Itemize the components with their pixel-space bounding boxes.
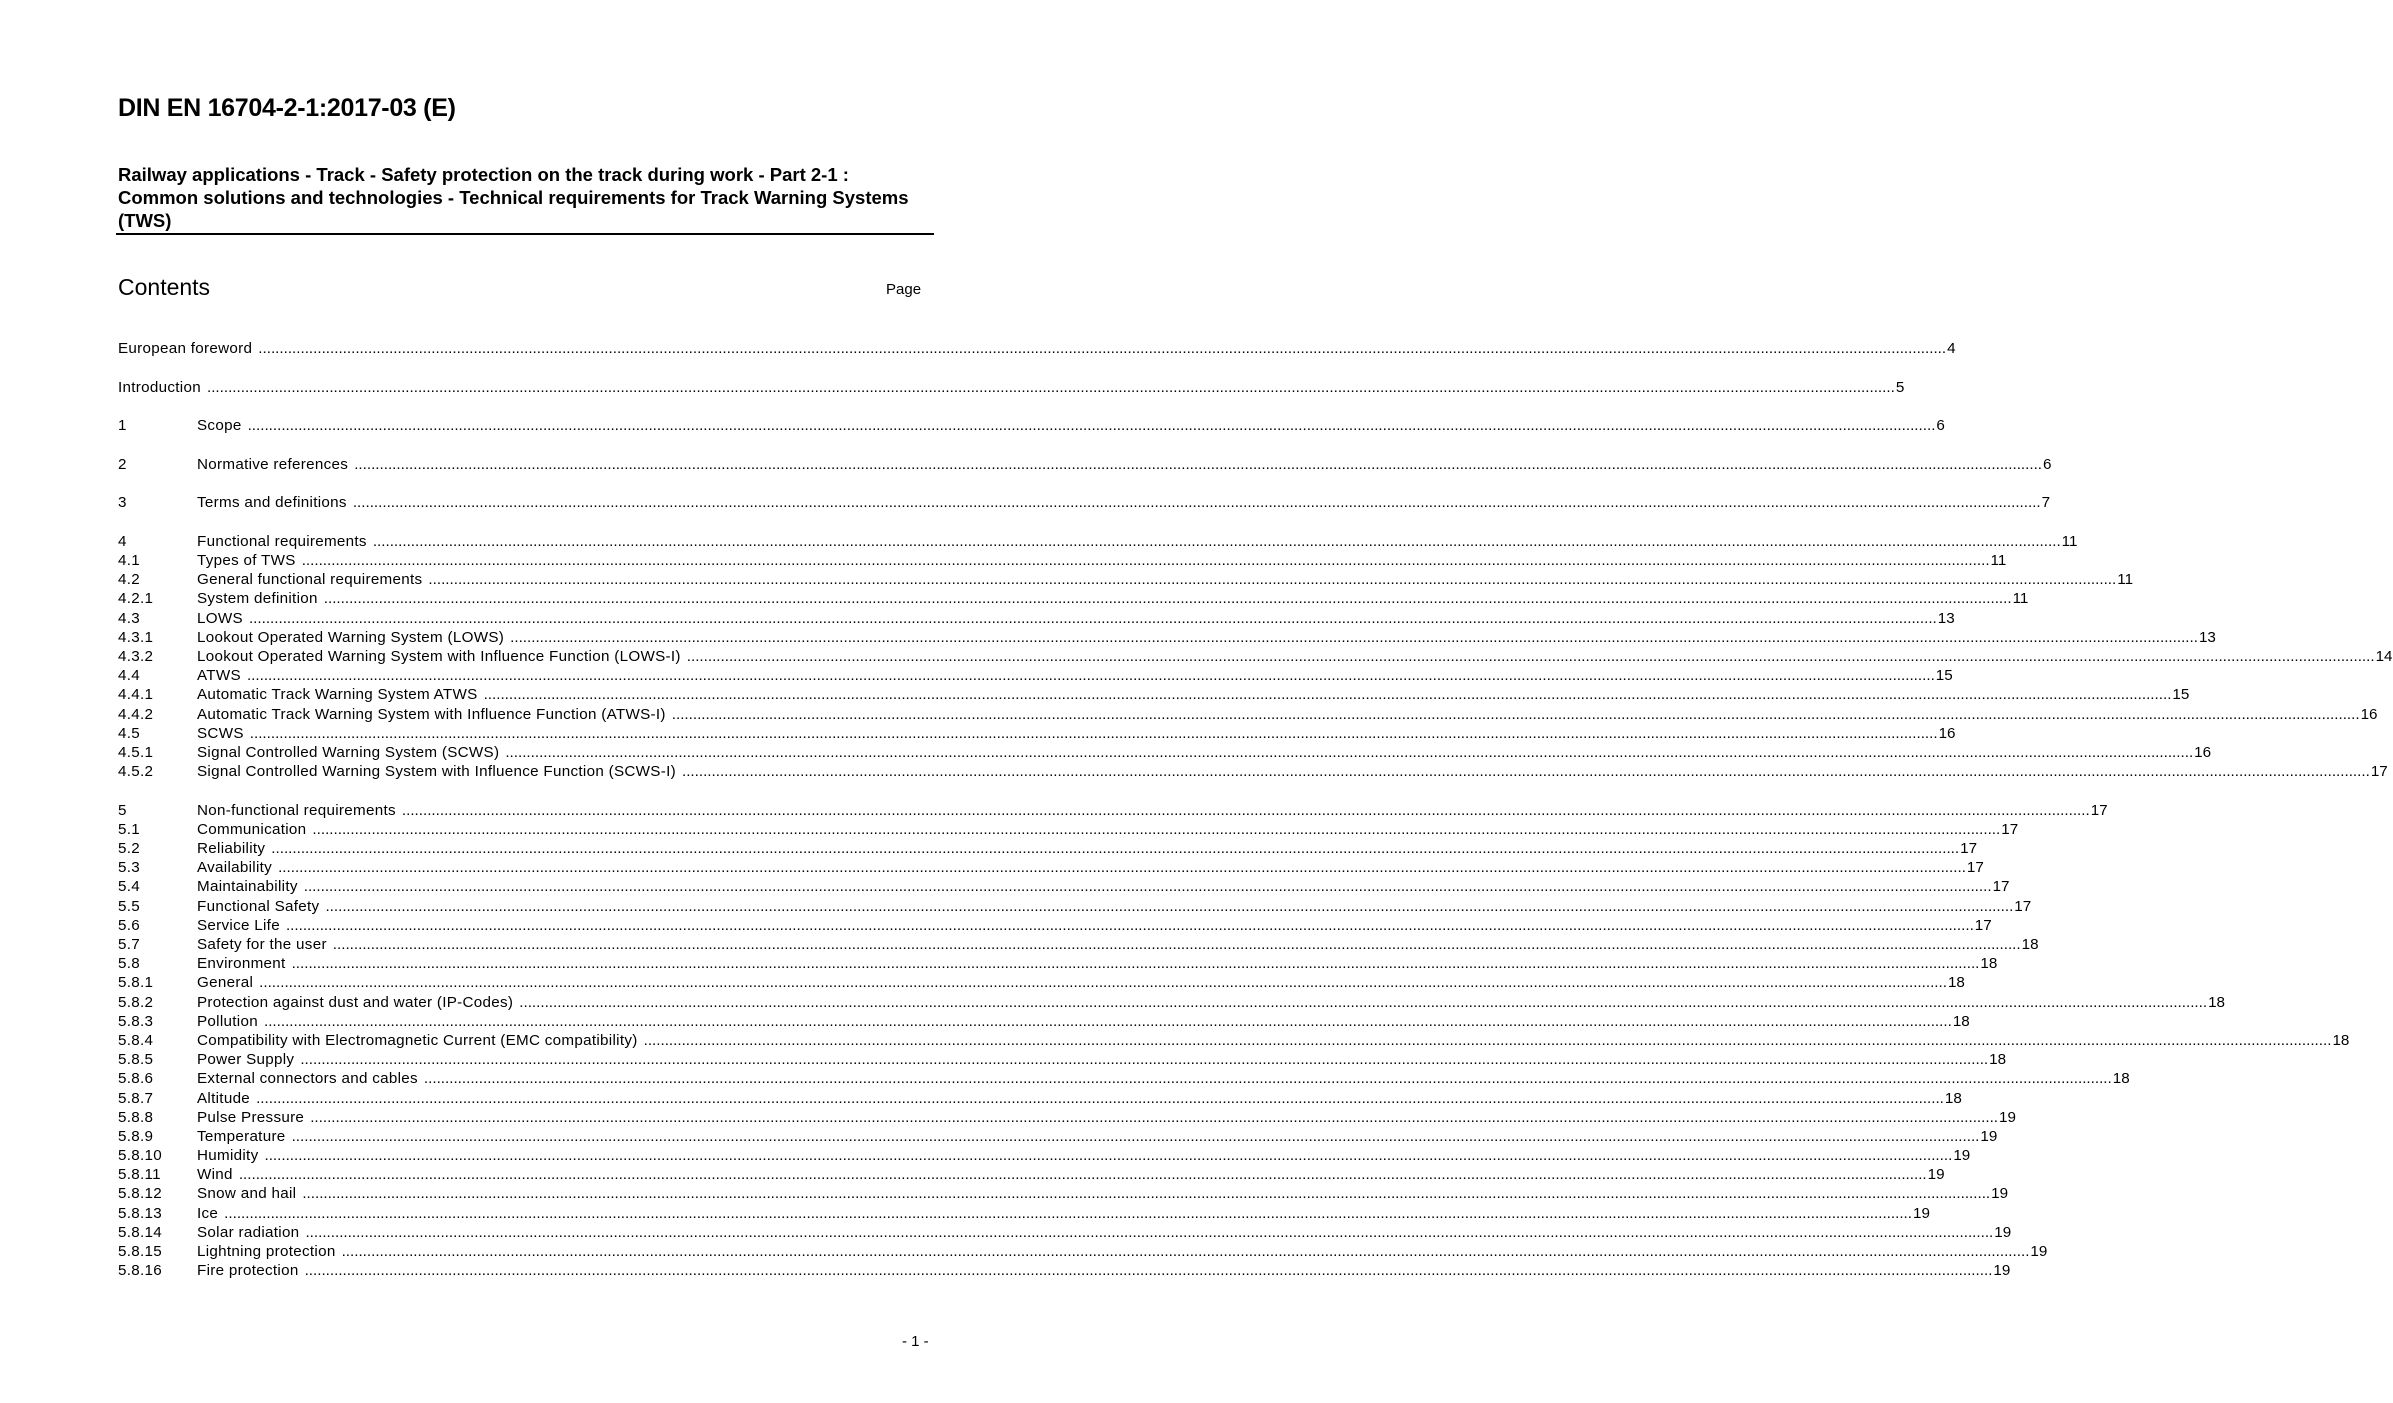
toc-dot-leader: ................................................................................................................................................................................................................................................................................................................................................................................................................ xyxy=(259,974,1947,992)
toc-entry[interactable] xyxy=(118,973,1965,992)
toc-entry-page[interactable]: 6 xyxy=(1936,417,1945,435)
toc-entry-title[interactable]: Altitude xyxy=(197,1089,251,1107)
toc-entry-title[interactable]: Pulse Pressure xyxy=(197,1108,305,1126)
toc-entry[interactable] xyxy=(118,724,1956,743)
toc-dot-leader: ................................................................................................................................................................................................................................................................................................................................................................................................................ xyxy=(519,993,2208,1011)
contents-heading: Contents xyxy=(118,274,211,300)
toc-entry-title[interactable]: Lookout Operated Warning System with Influence Function (LOWS-I) xyxy=(197,648,681,666)
toc-entry-number: 5.8.14 xyxy=(118,1223,163,1241)
toc-entry-title[interactable]: Pollution xyxy=(197,1012,258,1030)
toc-entry-title[interactable]: Functional requirements xyxy=(197,532,367,550)
toc-entry-title[interactable]: SCWS xyxy=(197,724,244,742)
toc-dot-leader: ................................................................................................................................................................................................................................................................................................................................................................................................................ xyxy=(264,1147,1953,1165)
toc-entry-number: 4.3 xyxy=(118,609,141,627)
toc-entry-number: 1 xyxy=(118,417,127,435)
toc-entry[interactable] xyxy=(118,858,1984,877)
toc-entry[interactable] xyxy=(118,666,1953,685)
toc-section xyxy=(118,455,2052,474)
toc-entry-title[interactable]: Snow and hail xyxy=(197,1185,297,1203)
toc-entry[interactable] xyxy=(118,916,1992,935)
toc-dot-leader: ................................................................................................................................................................................................................................................................................................................................................................................................................ xyxy=(505,743,2194,761)
toc-dot-leader: ................................................................................................................................................................................................................................................................................................................................................................................................................ xyxy=(304,1262,1993,1280)
toc-entry-number: 2 xyxy=(118,455,127,473)
toc-entry-number: 4.5 xyxy=(118,724,141,742)
toc-entry[interactable] xyxy=(118,762,2388,781)
toc-dot-leader: ................................................................................................................................................................................................................................................................................................................................................................................................................ xyxy=(305,1223,1994,1241)
toc-entry-title[interactable]: LOWS xyxy=(197,609,243,627)
toc-entry[interactable] xyxy=(118,839,1978,858)
toc-dot-leader: ................................................................................................................................................................................................................................................................................................................................................................................................................ xyxy=(256,1089,1944,1107)
toc-entry-number: 4.4.2 xyxy=(118,705,154,723)
toc-section xyxy=(118,493,2051,512)
toc-entry-number: 5.8.3 xyxy=(118,1012,154,1030)
toc-entry-number: 4.2.1 xyxy=(118,590,154,608)
toc-dot-leader: ................................................................................................................................................................................................................................................................................................................................................................................................................ xyxy=(303,878,1992,896)
toc-entry[interactable] xyxy=(118,589,2029,608)
toc-entry-number: 5.8.1 xyxy=(118,974,154,992)
toc-entry-page[interactable]: 19 xyxy=(1913,1204,1930,1222)
toc-dot-leader: ................................................................................................................................................................................................................................................................................................................................................................................................................ xyxy=(246,667,1935,685)
toc-entry-number: 4.4 xyxy=(118,667,141,685)
toc-entry-number: 5.5 xyxy=(118,897,141,915)
toc-entry-number: 4.1 xyxy=(118,552,141,570)
toc-entry-title[interactable]: Signal Controlled Warning System (SCWS) xyxy=(197,743,500,761)
toc-dot-leader: ................................................................................................................................................................................................................................................................................................................................................................................................................ xyxy=(686,648,2375,666)
toc-entry-number: 5.8.4 xyxy=(118,1031,154,1049)
toc-entry-number: 5 xyxy=(118,801,127,819)
toc-entry[interactable] xyxy=(118,416,1945,435)
toc-entry-page[interactable]: 18 xyxy=(1980,955,1998,973)
toc-entry-title[interactable]: Wind xyxy=(197,1166,233,1184)
toc-entry-page[interactable]: 19 xyxy=(1980,1127,1998,1145)
toc-entry-title[interactable]: Signal Controlled Warning System with Influence Function (SCWS-I) xyxy=(197,763,676,781)
toc-entry-page[interactable]: 18 xyxy=(2112,1070,2130,1088)
toc-entry[interactable] xyxy=(118,339,1956,358)
toc-entry[interactable] xyxy=(118,609,1955,628)
toc-dot-leader: ................................................................................................................................................................................................................................................................................................................................................................................................................ xyxy=(332,936,2021,954)
document-title: Railway applications - Track - Safety protection on the track during work - Part 2-1 : Common solutions and technologies - Technical requirements for Track Warning Systems (TWS) xyxy=(118,164,909,231)
toc-entry-number: 5.4 xyxy=(118,878,141,896)
toc-entry-page[interactable]: 19 xyxy=(2030,1243,2048,1261)
toc-entry[interactable] xyxy=(118,820,2019,839)
toc-entry-page[interactable]: 18 xyxy=(2208,993,2226,1011)
toc-section xyxy=(118,378,1905,397)
toc-entry-number: 5.8 xyxy=(118,955,141,973)
toc-dot-leader: ................................................................................................................................................................................................................................................................................................................................................................................................................ xyxy=(643,1031,2332,1049)
toc-entry-page[interactable]: 19 xyxy=(1953,1147,1971,1165)
toc-entry-page[interactable]: 17 xyxy=(2370,763,2388,781)
toc-entry[interactable] xyxy=(118,1031,2350,1050)
toc-entry-number: 5.6 xyxy=(118,916,141,934)
toc-entry-page[interactable]: 19 xyxy=(1993,1262,2011,1280)
toc-dot-leader: ................................................................................................................................................................................................................................................................................................................................................................................................................ xyxy=(248,609,1937,627)
toc-entry-title[interactable]: Types of TWS xyxy=(197,552,296,570)
toc-entry-title[interactable]: Service Life xyxy=(197,916,280,934)
toc-entry-number: 5.8.7 xyxy=(118,1089,154,1107)
toc-entry-title[interactable]: Maintainability xyxy=(197,878,298,896)
toc-entry[interactable] xyxy=(118,897,2032,916)
toc-entry-number: 5.8.16 xyxy=(118,1262,163,1280)
toc-entry-number: 5.8.11 xyxy=(118,1166,161,1184)
toc-entry-number: 4.2 xyxy=(118,571,141,589)
toc-section xyxy=(118,532,2393,781)
toc-dot-leader: ................................................................................................................................................................................................................................................................................................................................................................................................................ xyxy=(401,801,2090,819)
toc-entry[interactable] xyxy=(118,743,2212,762)
toc-dot-leader: ................................................................................................................................................................................................................................................................................................................................................................................................................ xyxy=(206,378,1895,396)
toc-entry-number: 5.8.8 xyxy=(118,1108,154,1126)
toc-entry-page[interactable]: 11 xyxy=(2117,571,2134,589)
toc-entry-page[interactable]: 16 xyxy=(1938,724,1956,742)
toc-entry-title[interactable]: Fire protection xyxy=(197,1262,299,1280)
toc-dot-leader: ................................................................................................................................................................................................................................................................................................................................................................................................................ xyxy=(671,705,2360,723)
toc-dot-leader: ................................................................................................................................................................................................................................................................................................................................................................................................................ xyxy=(285,916,1974,934)
toc-dot-leader: ................................................................................................................................................................................................................................................................................................................................................................................................................ xyxy=(301,552,1990,570)
toc-entry-title[interactable]: Ice xyxy=(197,1204,219,1222)
toc-dot-leader: ................................................................................................................................................................................................................................................................................................................................................................................................................ xyxy=(325,897,2014,915)
toc-entry-title[interactable]: ATWS xyxy=(197,667,241,685)
toc-entry-page[interactable]: 5 xyxy=(1895,378,1905,396)
toc-entry-page[interactable]: 18 xyxy=(2332,1031,2350,1049)
toc-entry-page[interactable]: 17 xyxy=(1974,916,1992,934)
toc-entry[interactable] xyxy=(118,1089,1962,1108)
toc-entry[interactable] xyxy=(118,551,2007,570)
toc-entry[interactable] xyxy=(118,705,2378,724)
toc-entry[interactable] xyxy=(118,378,1905,397)
toc-entry-page[interactable]: 19 xyxy=(1927,1166,1945,1184)
toc-entry-title[interactable]: Introduction xyxy=(118,378,201,396)
toc-entry-title[interactable]: Automatic Track Warning System with Influence Function (ATWS-I) xyxy=(197,705,666,723)
toc-dot-leader: ................................................................................................................................................................................................................................................................................................................................................................................................................ xyxy=(423,1070,2112,1088)
toc-entry[interactable] xyxy=(118,647,2393,666)
toc-dot-leader: ................................................................................................................................................................................................................................................................................................................................................................................................................ xyxy=(263,1012,1952,1030)
toc-entry-page[interactable]: 17 xyxy=(2001,820,2019,838)
toc-entry-page[interactable]: 19 xyxy=(1994,1223,2012,1241)
toc-entry[interactable] xyxy=(118,993,2226,1012)
toc-entry-number: 5.1 xyxy=(118,820,141,838)
toc-dot-leader: ................................................................................................................................................................................................................................................................................................................................................................................................................ xyxy=(291,955,1980,973)
toc-entry-title[interactable]: Power Supply xyxy=(197,1051,295,1069)
toc-entry-number: 5.8.13 xyxy=(118,1204,163,1222)
toc-section xyxy=(118,416,1945,435)
toc-entry-number: 5.3 xyxy=(118,859,141,877)
toc-entry-title[interactable]: System definition xyxy=(197,590,318,608)
toc-dot-leader: ................................................................................................................................................................................................................................................................................................................................................................................................................ xyxy=(323,590,2012,608)
toc-dot-leader: ................................................................................................................................................................................................................................................................................................................................................................................................................ xyxy=(278,859,1966,877)
toc-dot-leader: ................................................................................................................................................................................................................................................................................................................................................................................................................ xyxy=(428,571,2117,589)
toc-entry[interactable] xyxy=(118,532,2078,551)
toc-entry[interactable] xyxy=(118,628,2216,647)
toc-entry-title[interactable]: Scope xyxy=(197,417,242,435)
toc-entry-title[interactable]: Temperature xyxy=(197,1127,286,1145)
toc-entry-title[interactable]: European foreword xyxy=(118,340,253,357)
toc-entry-number: 5.8.12 xyxy=(118,1185,163,1203)
toc-entry[interactable] xyxy=(118,1108,2016,1127)
toc-entry[interactable] xyxy=(118,1127,1998,1146)
toc-entry-number: 5.8.10 xyxy=(118,1147,163,1165)
toc-entry-title[interactable]: External connectors and cables xyxy=(197,1070,418,1088)
toc-entry[interactable] xyxy=(118,685,2190,704)
toc-dot-leader: ................................................................................................................................................................................................................................................................................................................................................................................................................ xyxy=(224,1204,1913,1222)
table-of-contents xyxy=(118,339,2393,1300)
toc-entry[interactable] xyxy=(118,1184,2009,1203)
toc-entry[interactable] xyxy=(118,1242,2048,1261)
toc-dot-leader: ................................................................................................................................................................................................................................................................................................................................................................................................................ xyxy=(483,686,2172,704)
toc-entry-page[interactable]: 17 xyxy=(2014,897,2032,915)
toc-entry-title[interactable]: Functional Safety xyxy=(197,897,320,915)
toc-dot-leader: ................................................................................................................................................................................................................................................................................................................................................................................................................ xyxy=(352,494,2041,512)
toc-entry-page[interactable]: 11 xyxy=(2012,590,2029,608)
toc-dot-leader: ................................................................................................................................................................................................................................................................................................................................................................................................................ xyxy=(312,820,2001,838)
toc-entry-title[interactable]: Compatibility with Electromagnetic Current (EMC compatibility) xyxy=(197,1031,638,1049)
toc-entry-page[interactable]: 18 xyxy=(2021,936,2039,954)
toc-entry-title[interactable]: General functional requirements xyxy=(197,571,423,589)
toc-section xyxy=(118,801,2350,1281)
toc-entry-title[interactable]: Lightning protection xyxy=(197,1243,336,1261)
toc-entry-page[interactable]: 16 xyxy=(2194,743,2212,761)
toc-entry-number: 5.8.5 xyxy=(118,1051,154,1069)
toc-entry-number: 5.7 xyxy=(118,936,141,954)
toc-entry-page[interactable]: 11 xyxy=(2061,532,2078,550)
toc-entry-page[interactable]: 19 xyxy=(1999,1108,2016,1126)
toc-entry[interactable] xyxy=(118,1069,2130,1088)
toc-dot-leader: ................................................................................................................................................................................................................................................................................................................................................................................................................ xyxy=(372,532,2061,550)
toc-entry-page[interactable]: 13 xyxy=(2198,628,2216,646)
toc-entry-page[interactable]: 15 xyxy=(2172,686,2190,704)
toc-entry-page[interactable]: 13 xyxy=(1937,609,1955,627)
toc-entry-number: 4.5.1 xyxy=(118,743,154,761)
toc-entry-page[interactable]: 14 xyxy=(2375,648,2393,666)
toc-entry-title[interactable]: Communication xyxy=(197,820,307,838)
toc-dot-leader: ................................................................................................................................................................................................................................................................................................................................................................................................................ xyxy=(310,1108,1999,1126)
toc-entry-title[interactable]: Solar radiation xyxy=(197,1223,300,1241)
toc-dot-leader: ................................................................................................................................................................................................................................................................................................................................................................................................................ xyxy=(510,628,2198,646)
page-number: - 1 - xyxy=(902,1333,929,1350)
toc-entry-number: 5.2 xyxy=(118,840,141,858)
toc-entry-page[interactable]: 17 xyxy=(1992,878,2010,896)
page-column-label: Page xyxy=(886,281,922,298)
toc-dot-leader: ................................................................................................................................................................................................................................................................................................................................................................................................................ xyxy=(249,724,1938,742)
toc-section xyxy=(118,339,1956,358)
toc-entry[interactable] xyxy=(118,801,2108,820)
toc-entry-number: 5.8.15 xyxy=(118,1243,163,1261)
document-id: DIN EN 16704-2-1:2017-03 (E) xyxy=(118,94,456,122)
toc-entry-number: 4.3.2 xyxy=(118,648,154,666)
toc-entry-number: 5.8.6 xyxy=(118,1070,154,1088)
toc-entry[interactable] xyxy=(118,1204,1930,1223)
toc-entry[interactable] xyxy=(118,455,2052,474)
toc-dot-leader: ................................................................................................................................................................................................................................................................................................................................................................................................................ xyxy=(302,1185,1991,1203)
toc-entry[interactable] xyxy=(118,1223,2012,1242)
toc-entry-title[interactable]: Automatic Track Warning System ATWS xyxy=(197,686,478,704)
toc-entry-page[interactable]: 6 xyxy=(2043,455,2052,473)
toc-entry-number: 4.5.2 xyxy=(118,763,154,781)
toc-entry-title[interactable]: Humidity xyxy=(197,1147,259,1165)
toc-dot-leader: ................................................................................................................................................................................................................................................................................................................................................................................................................ xyxy=(291,1127,1980,1145)
toc-entry[interactable] xyxy=(118,1050,2007,1069)
toc-entry[interactable] xyxy=(118,1261,2011,1280)
toc-entry-page[interactable]: 15 xyxy=(1935,667,1953,685)
toc-entry[interactable] xyxy=(118,935,2039,954)
toc-entry[interactable] xyxy=(118,877,2010,896)
toc-entry-page[interactable]: 18 xyxy=(1944,1089,1962,1107)
toc-entry-title[interactable]: Reliability xyxy=(197,840,266,858)
toc-entry-number: 5.8.9 xyxy=(118,1127,154,1145)
toc-entry-page[interactable]: 19 xyxy=(1991,1185,2009,1203)
toc-dot-leader: ................................................................................................................................................................................................................................................................................................................................................................................................................ xyxy=(341,1243,2030,1261)
toc-entry-title[interactable]: Environment xyxy=(197,955,286,973)
toc-entry-page[interactable]: 18 xyxy=(1952,1012,1970,1030)
toc-entry-page[interactable]: 17 xyxy=(1960,840,1978,858)
toc-dot-leader: ................................................................................................................................................................................................................................................................................................................................................................................................................ xyxy=(300,1051,1989,1069)
toc-entry-page[interactable]: 4 xyxy=(1947,340,1956,357)
toc-dot-leader: ................................................................................................................................................................................................................................................................................................................................................................................................................ xyxy=(271,840,1960,858)
toc-entry[interactable] xyxy=(118,493,2051,512)
toc-entry-title[interactable]: Terms and definitions xyxy=(197,494,347,512)
toc-entry-title[interactable]: General xyxy=(197,974,254,992)
toc-entry-title[interactable]: Safety for the user xyxy=(197,936,327,954)
toc-entry-title[interactable]: Availability xyxy=(197,859,273,877)
toc-entry-title[interactable]: Protection against dust and water (IP-Codes) xyxy=(197,993,514,1011)
toc-entry[interactable] xyxy=(118,1012,1970,1031)
toc-entry-page[interactable]: 11 xyxy=(1990,552,2007,570)
toc-entry[interactable] xyxy=(118,1146,1971,1165)
toc-dot-leader: ................................................................................................................................................................................................................................................................................................................................................................................................................ xyxy=(354,455,2043,473)
toc-entry-page[interactable]: 16 xyxy=(2360,705,2378,723)
toc-entry-number: 4.3.1 xyxy=(118,628,154,646)
toc-entry-number: 4 xyxy=(118,532,127,550)
toc-entry[interactable] xyxy=(118,954,1998,973)
toc-entry-page[interactable]: 17 xyxy=(1966,859,1984,877)
toc-entry-page[interactable]: 18 xyxy=(1947,974,1965,992)
toc-dot-leader: ................................................................................................................................................................................................................................................................................................................................................................................................................ xyxy=(258,340,1947,357)
toc-entry-title[interactable]: Normative references xyxy=(197,455,349,473)
toc-entry-page[interactable]: 17 xyxy=(2090,801,2108,819)
toc-entry-number: 3 xyxy=(118,494,127,512)
toc-dot-leader: ................................................................................................................................................................................................................................................................................................................................................................................................................ xyxy=(238,1166,1927,1184)
toc-entry-number: 5.8.2 xyxy=(118,993,154,1011)
toc-entry-title[interactable]: Non-functional requirements xyxy=(197,801,396,819)
toc-entry-title[interactable]: Lookout Operated Warning System (LOWS) xyxy=(197,628,505,646)
toc-entry[interactable] xyxy=(118,570,2134,589)
title-divider xyxy=(116,233,934,235)
toc-entry-page[interactable]: 7 xyxy=(2041,494,2051,512)
toc-entry[interactable] xyxy=(118,1165,1945,1184)
toc-entry-page[interactable]: 18 xyxy=(1989,1051,2007,1069)
toc-entry-number: 4.4.1 xyxy=(118,686,154,704)
toc-dot-leader: ................................................................................................................................................................................................................................................................................................................................................................................................................ xyxy=(681,763,2370,781)
toc-dot-leader: ................................................................................................................................................................................................................................................................................................................................................................................................................ xyxy=(247,417,1936,435)
